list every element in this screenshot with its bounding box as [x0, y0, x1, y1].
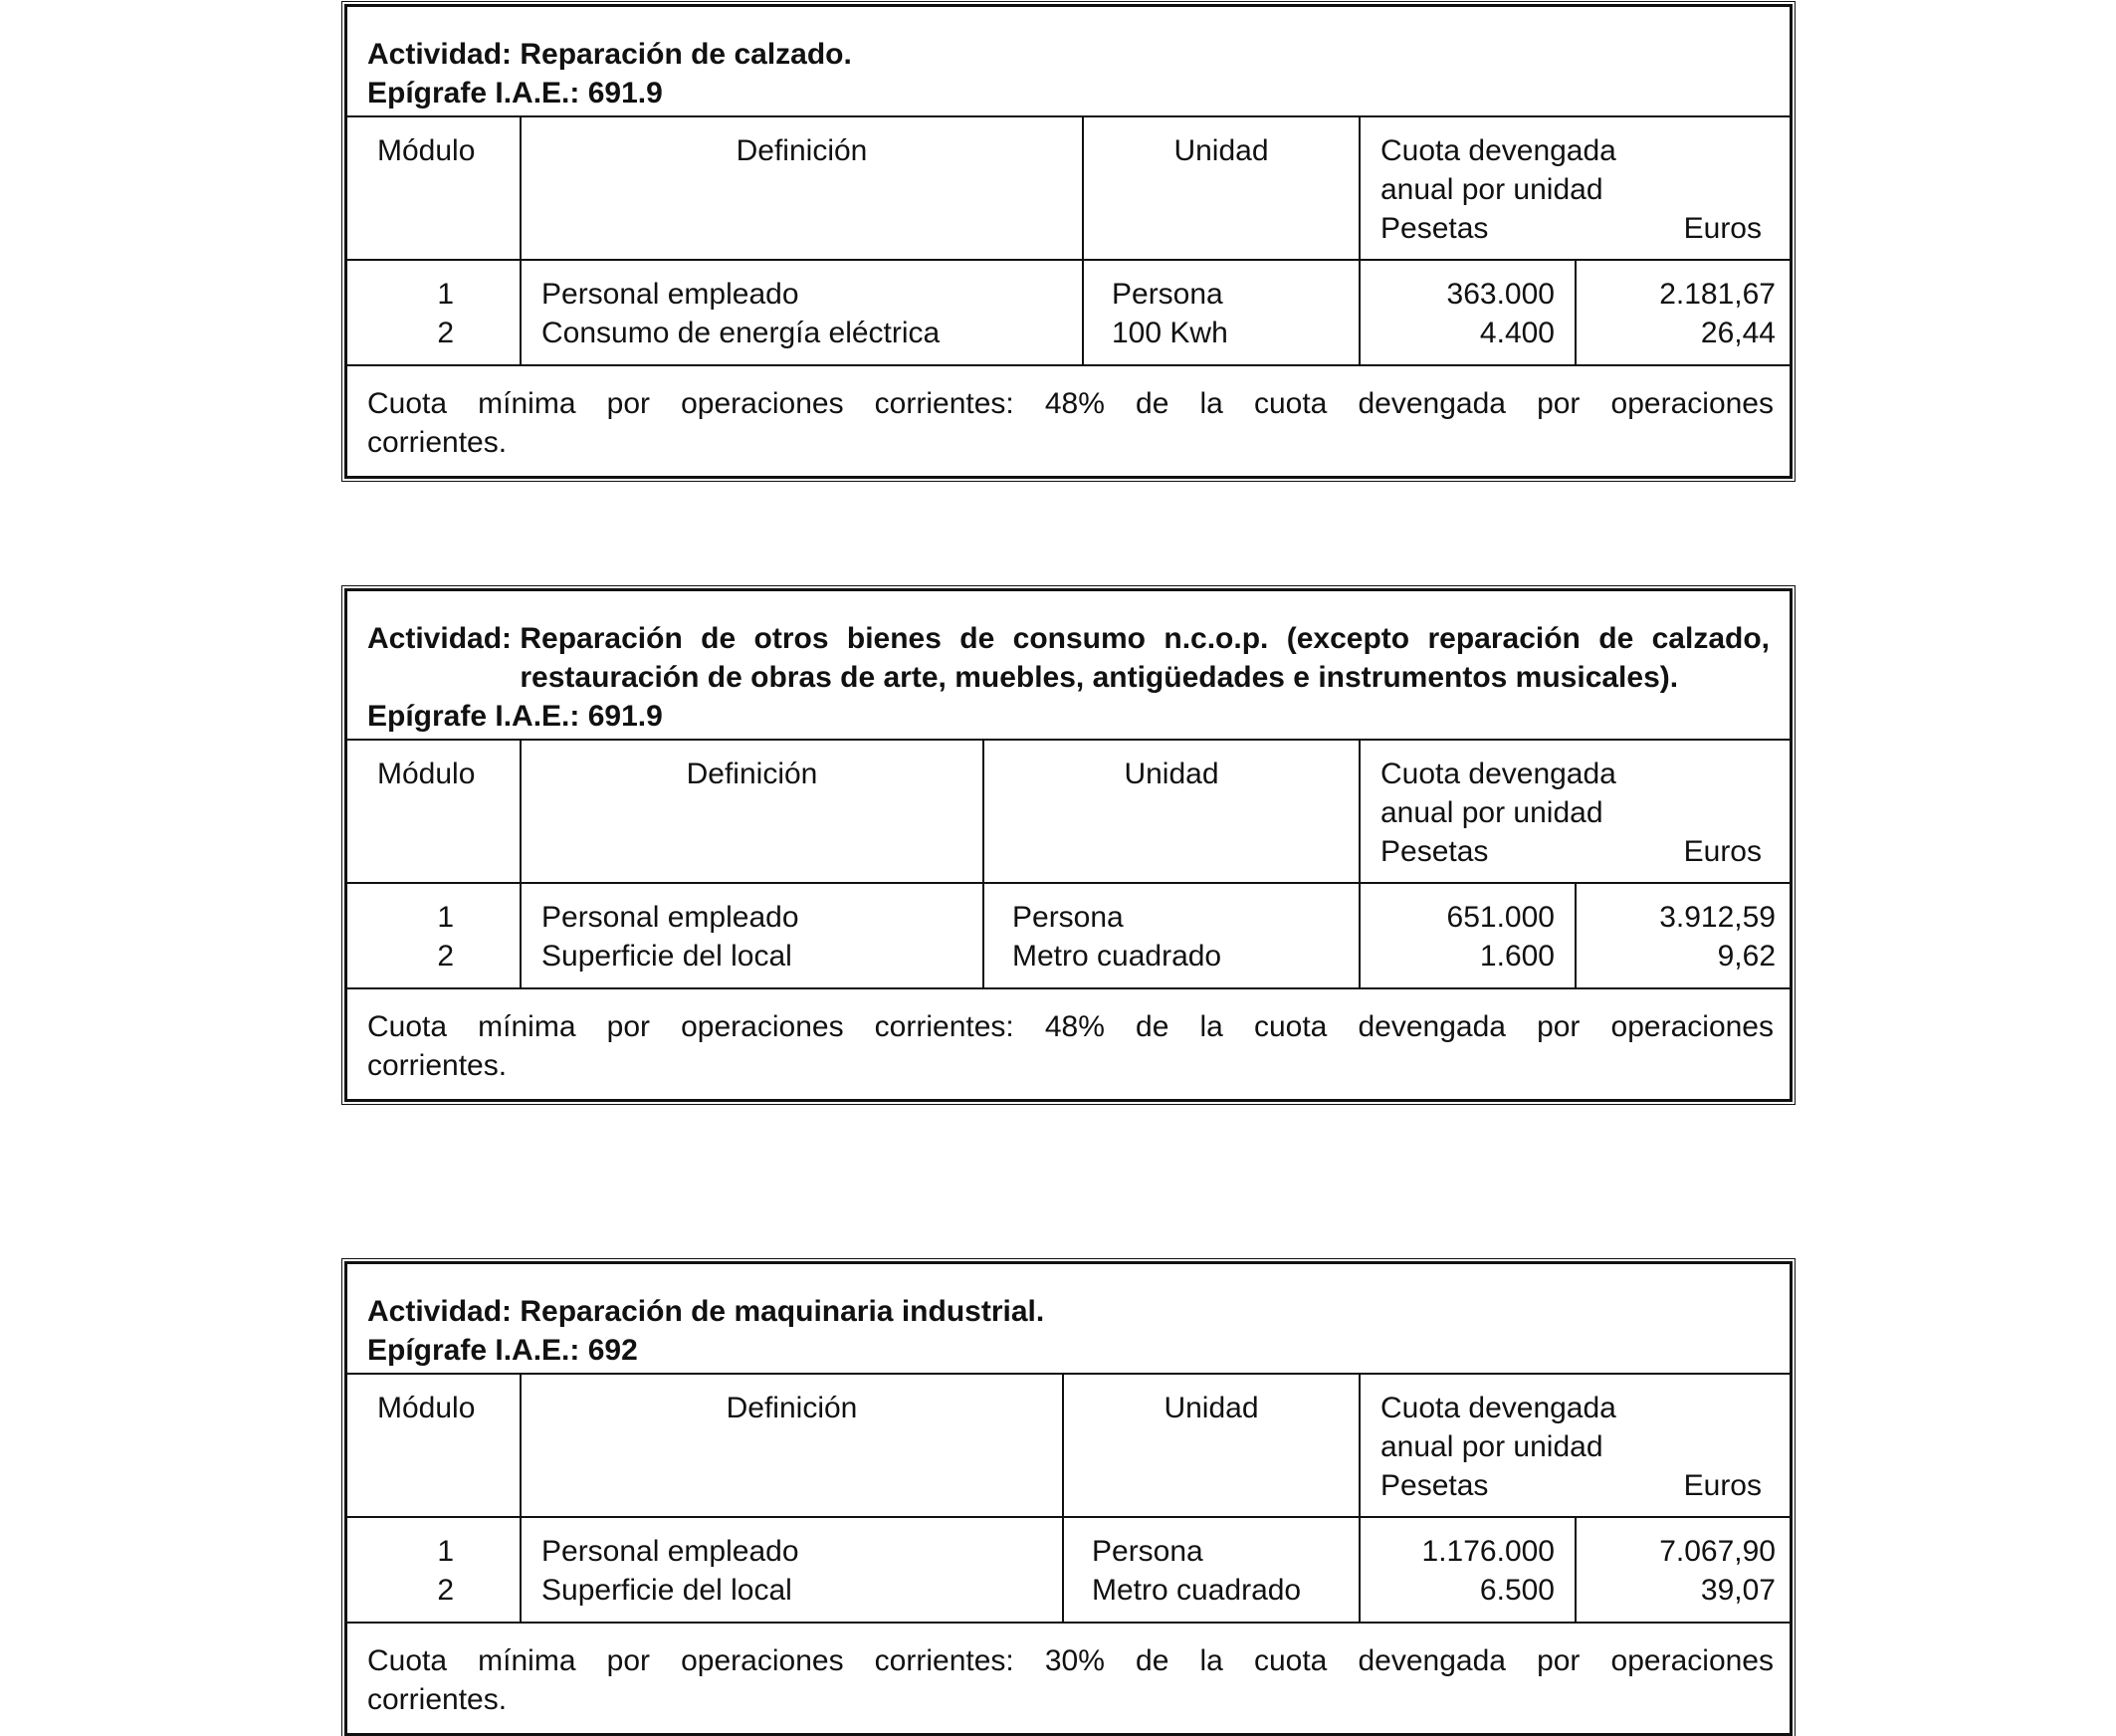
- table-row-pesetas: 651.000: [1446, 901, 1555, 934]
- table-row-definicion: Superficie del local: [541, 940, 792, 973]
- table-row-euros: 7.067,90: [1659, 1535, 1776, 1568]
- table-row-euros: 9,62: [1717, 940, 1776, 973]
- cuota-cells: [1361, 1518, 1790, 1622]
- table-row-unidad: Persona: [1112, 278, 1223, 311]
- col-unidad: Unidad: [1084, 117, 1361, 259]
- cuota-minima-note: [347, 989, 1790, 1099]
- col-definicion: Definición: [522, 1375, 1064, 1516]
- table-row-definicion: Personal empleado: [541, 278, 799, 311]
- table-row-unidad: Metro cuadrado: [1012, 940, 1222, 973]
- data-rows: [347, 261, 1790, 366]
- col-definicion: Definición: [522, 741, 984, 882]
- table-row-unidad: Metro cuadrado: [1092, 1574, 1302, 1607]
- table-row-definicion: Personal empleado: [541, 901, 799, 934]
- euros-cell: [1577, 1518, 1790, 1622]
- footer-line1: Cuota mínima por operaciones corrientes: 48% de la cuota devengada por operaciones: [367, 1010, 1774, 1043]
- col-euros: Euros: [1683, 212, 1762, 245]
- table-row-modulo: 1: [437, 1535, 454, 1568]
- col-cuota-line2: anual por unidad: [1380, 173, 1603, 206]
- table-row-pesetas: 1.176.000: [1421, 1535, 1555, 1568]
- col-cuota: [1361, 741, 1790, 882]
- actividad-value: [520, 619, 1770, 697]
- table-row-unidad: Persona: [1092, 1535, 1203, 1568]
- table-row-definicion: Personal empleado: [541, 1535, 799, 1568]
- module-table-otros-bienes: [344, 588, 1793, 1102]
- table-header: [347, 7, 1790, 117]
- epigrafe: Epígrafe I.A.E.: 692: [367, 1334, 638, 1367]
- col-modulo: Módulo: [347, 1375, 522, 1516]
- table-row-euros: 26,44: [1700, 317, 1776, 349]
- euros-cell: [1577, 261, 1790, 364]
- column-headers: [347, 741, 1790, 884]
- modulo-cell: [347, 261, 522, 364]
- table-row-pesetas: 363.000: [1446, 278, 1555, 311]
- table-row-unidad: Persona: [1012, 901, 1124, 934]
- actividad-label: Actividad:: [367, 38, 513, 71]
- col-unidad: Unidad: [1064, 1375, 1361, 1516]
- module-table-calzado: [344, 4, 1793, 479]
- footer-line2: corrientes.: [367, 1049, 508, 1082]
- pesetas-cell: [1361, 261, 1577, 364]
- footer-line1: Cuota mínima por operaciones corrientes: 48% de la cuota devengada por operaciones: [367, 387, 1774, 420]
- modulo-cell: [347, 1518, 522, 1622]
- cuota-minima-note: [347, 1624, 1790, 1733]
- table-row-modulo: 2: [437, 940, 454, 973]
- col-cuota-line1: Cuota devengada: [1380, 134, 1616, 167]
- col-modulo: Módulo: [347, 741, 522, 882]
- col-definicion: Definición: [522, 117, 1084, 259]
- module-table-maquinaria: [344, 1261, 1793, 1736]
- definicion-cell: [522, 261, 1084, 364]
- data-rows: [347, 884, 1790, 989]
- data-rows: [347, 1518, 1790, 1624]
- table-row-definicion: Superficie del local: [541, 1574, 792, 1607]
- actividad-line1: Reparación de otros bienes de consumo n.c.o.p. (excepto reparación de calzado,: [520, 622, 1770, 655]
- column-headers: [347, 117, 1790, 261]
- actividad-label: Actividad:: [367, 622, 513, 655]
- col-cuota: [1361, 1375, 1790, 1516]
- actividad-line2: restauración de obras de arte, muebles, antigüedades e instrumentos musicales).: [520, 661, 1679, 694]
- col-cuota: [1361, 117, 1790, 259]
- table-header: [347, 1264, 1790, 1375]
- table-row-pesetas: 4.400: [1479, 317, 1555, 349]
- table-row-pesetas: 6.500: [1479, 1574, 1555, 1607]
- cuota-minima-note: [347, 366, 1790, 476]
- column-headers: [347, 1375, 1790, 1518]
- unidad-cell: [1084, 261, 1361, 364]
- col-pesetas: Pesetas: [1380, 212, 1489, 245]
- col-cuota-line2: anual por unidad: [1380, 796, 1603, 829]
- actividad-value: Reparación de calzado.: [520, 38, 852, 71]
- col-cuota-line2: anual por unidad: [1380, 1430, 1603, 1463]
- table-row-euros: 39,07: [1700, 1574, 1776, 1607]
- euros-cell: [1577, 884, 1790, 987]
- footer-line1: Cuota mínima por operaciones corrientes: 30% de la cuota devengada por operaciones: [367, 1644, 1774, 1677]
- col-euros: Euros: [1683, 1469, 1762, 1502]
- pesetas-cell: [1361, 1518, 1577, 1622]
- table-row-modulo: 2: [437, 1574, 454, 1607]
- col-pesetas: Pesetas: [1380, 835, 1489, 868]
- definicion-cell: [522, 884, 984, 987]
- table-row-modulo: 1: [437, 278, 454, 311]
- cuota-cells: [1361, 884, 1790, 987]
- epigrafe: Epígrafe I.A.E.: 691.9: [367, 700, 663, 733]
- actividad-value: Reparación de maquinaria industrial.: [520, 1295, 1045, 1328]
- col-cuota-line1: Cuota devengada: [1380, 758, 1616, 790]
- col-unidad: Unidad: [984, 741, 1361, 882]
- epigrafe: Epígrafe I.A.E.: 691.9: [367, 77, 663, 109]
- table-row-euros: 3.912,59: [1659, 901, 1776, 934]
- definicion-cell: [522, 1518, 1064, 1622]
- col-euros: Euros: [1683, 835, 1762, 868]
- col-modulo: Módulo: [347, 117, 522, 259]
- modulo-cell: [347, 884, 522, 987]
- col-cuota-line1: Cuota devengada: [1380, 1392, 1616, 1424]
- table-row-modulo: 1: [437, 901, 454, 934]
- footer-line2: corrientes.: [367, 426, 508, 459]
- table-row-euros: 2.181,67: [1659, 278, 1776, 311]
- table-header: [347, 591, 1790, 741]
- unidad-cell: [984, 884, 1361, 987]
- col-pesetas: Pesetas: [1380, 1469, 1489, 1502]
- table-row-modulo: 2: [437, 317, 454, 349]
- actividad-label: Actividad:: [367, 1295, 513, 1328]
- pesetas-cell: [1361, 884, 1577, 987]
- table-row-pesetas: 1.600: [1479, 940, 1555, 973]
- cuota-cells: [1361, 261, 1790, 364]
- table-row-unidad: 100 Kwh: [1112, 317, 1228, 349]
- footer-line2: corrientes.: [367, 1683, 508, 1716]
- table-row-definicion: Consumo de energía eléctrica: [541, 317, 941, 349]
- unidad-cell: [1064, 1518, 1361, 1622]
